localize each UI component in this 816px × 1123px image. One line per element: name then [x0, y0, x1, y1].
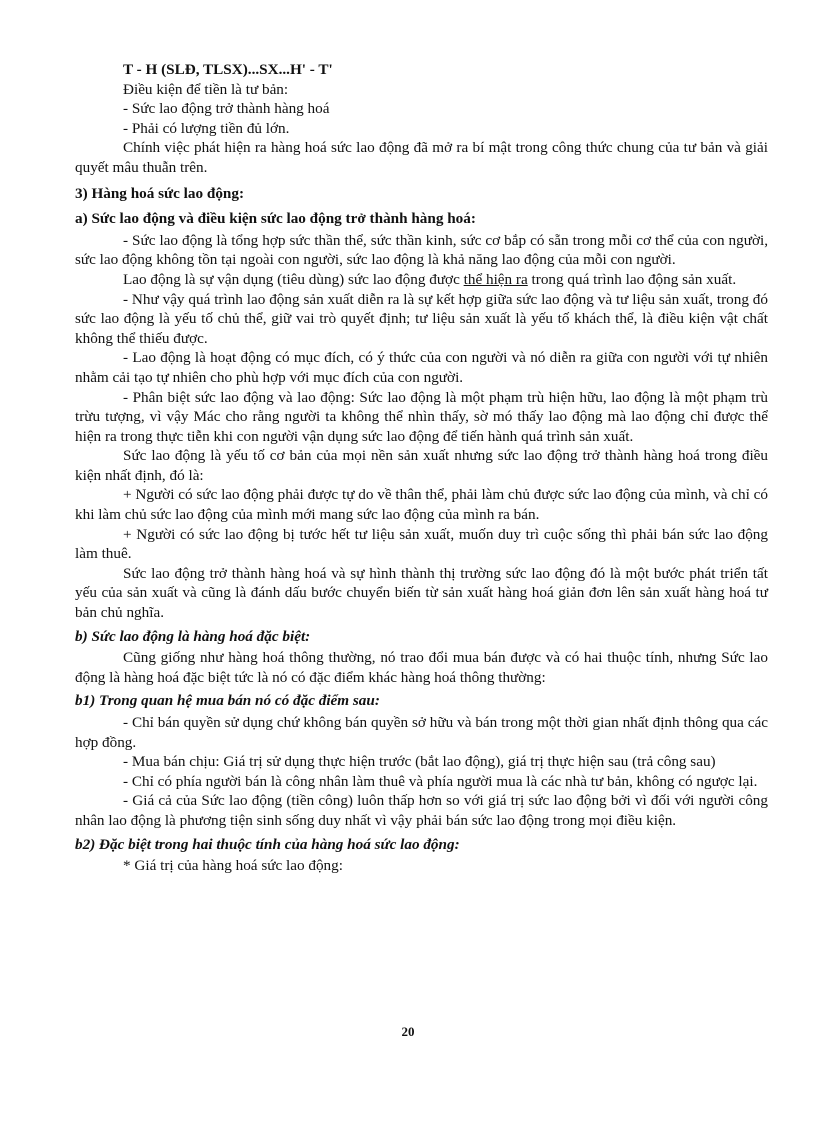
- paragraph: Cũng giống như hàng hoá thông thường, nó trao đổi mua bán được và có hai thuộc tính, nhưng Sức lao động là hàng hoá đặc biệt tức là nó có đặc điểm khác hàng hoá thông thường:: [75, 649, 768, 686]
- paragraph: Sức lao động trở thành hàng hoá và sự hình thành thị trường sức lao động đó là một bước phát triển tất yếu của sản xuất và cũng là đánh dấu bước chuyển biến từ sản xuất hàng hoá giản đơn lên sản xuất hàng hoá tư bản chủ nghĩa.: [75, 564, 768, 622]
- paragraph: - Chỉ có phía người bán là công nhân làm thuê và phía người mua là các nhà tư bản, không có ngược lại.: [123, 772, 758, 790]
- condition-title: Điều kiện để tiền là tư bản:: [123, 80, 289, 98]
- paragraph: - Mua bán chịu: Giá trị sử dụng thực hiện trước (bắt lao động), giá trị thực hiện sau (trả công sau): [123, 753, 716, 771]
- paragraph: - Như vậy quá trình lao động sản xuất diễn ra là sự kết hợp giữa sức lao động và tư liệu sản xuất, trong đó sức lao động là yếu tố chủ thể, giữ vai trò quyết định; tư liệu sản xuất là yếu tố khách thể, là điều kiện vật chất không thể thiếu được.: [75, 290, 768, 347]
- paragraph: * Giá trị của hàng hoá sức lao động:: [123, 857, 343, 875]
- paragraph-text: trong quá trình lao động sản xuất.: [527, 270, 737, 288]
- paragraph: - Giá cả của Sức lao động (tiền công) luôn thấp hơn so với giá trị sức lao động bởi vì đối với người công nhân lao động là phương tiện sinh sống duy nhất vì vậy phải bán sức lao động trong mọi điều kiện.: [75, 792, 768, 829]
- paragraph: - Chỉ bán quyền sử dụng chứ không bán quyền sở hữu và bán trong một thời gian nhất định thông qua các hợp đồng.: [75, 714, 768, 751]
- page-number: 20: [401, 1024, 415, 1039]
- paragraph-text: Lao động là sự vận dụng (tiêu dùng) sức lao động được: [123, 270, 464, 288]
- paragraph: [75, 270, 768, 290]
- paragraph: - Phân biệt sức lao động và lao động: Sức lao động là một phạm trù hiện hữu, lao động là một phạm trù trừu tượng, vì vậy Mác cho rằng người ta không thể nhìn thấy, sờ mó thấy lao động mà lao động chỉ được thể hiện ra trong thực tiễn khi con người vận dụng sức lao động để tiến hành quá trình sản xuất.: [75, 388, 768, 445]
- paragraph: - Lao động là hoạt động có mục đích, có ý thức của con người và nó diễn ra giữa con người với tự nhiên nhằm cải tạo tự nhiên cho phù hợp với mục đích của con người.: [75, 349, 768, 386]
- subsection-heading: a) Sức lao động và điều kiện sức lao động trở thành hàng hoá:: [75, 210, 476, 228]
- paragraph: Chính việc phát hiện ra hàng hoá sức lao động đã mở ra bí mật trong công thức chung của tư bản và giải quyết mâu thuẫn trên.: [75, 139, 768, 176]
- subsection-heading: b2) Đặc biệt trong hai thuộc tính của hàng hoá sức lao động:: [75, 835, 460, 853]
- subsection-heading: b) Sức lao động là hàng hoá đặc biệt:: [75, 627, 311, 645]
- section-heading: 3) Hàng hoá sức lao động:: [75, 184, 245, 202]
- paragraph: + Người có sức lao động phải được tự do về thân thể, phải làm chủ được sức lao động của mình, và chỉ có khi làm chủ sức lao động của mình mới mang sức lao động của mình ra bán.: [75, 486, 768, 524]
- circuit-formula: T - H (SLĐ, TLSX)...SX...H' - T': [123, 61, 333, 78]
- document-page: [75, 60, 768, 876]
- subsection-heading: b1) Trong quan hệ mua bán nó có đặc điểm sau:: [75, 692, 380, 710]
- condition-item: - Phải có lượng tiền đủ lớn.: [123, 119, 290, 137]
- condition-item: - Sức lao động trở thành hàng hoá: [123, 100, 330, 118]
- underlined-text: thể hiện ra: [463, 270, 528, 288]
- paragraph: Sức lao động là yếu tố cơ bản của mọi nền sản xuất nhưng sức lao động trở thành hàng hoá trong điều kiện nhất định, đó là:: [75, 447, 768, 484]
- paragraph: - Sức lao động là tổng hợp sức thần thể, sức thần kinh, sức cơ bắp có sẵn trong mỗi cơ thể của con người, sức lao động không tồn tại ngoài con người, sức lao động là khả năng lao động của mỗi con người.: [75, 231, 768, 269]
- paragraph: + Người có sức lao động bị tước hết tư liệu sản xuất, muốn duy trì cuộc sống thì phải bán sức lao động làm thuê.: [75, 525, 768, 563]
